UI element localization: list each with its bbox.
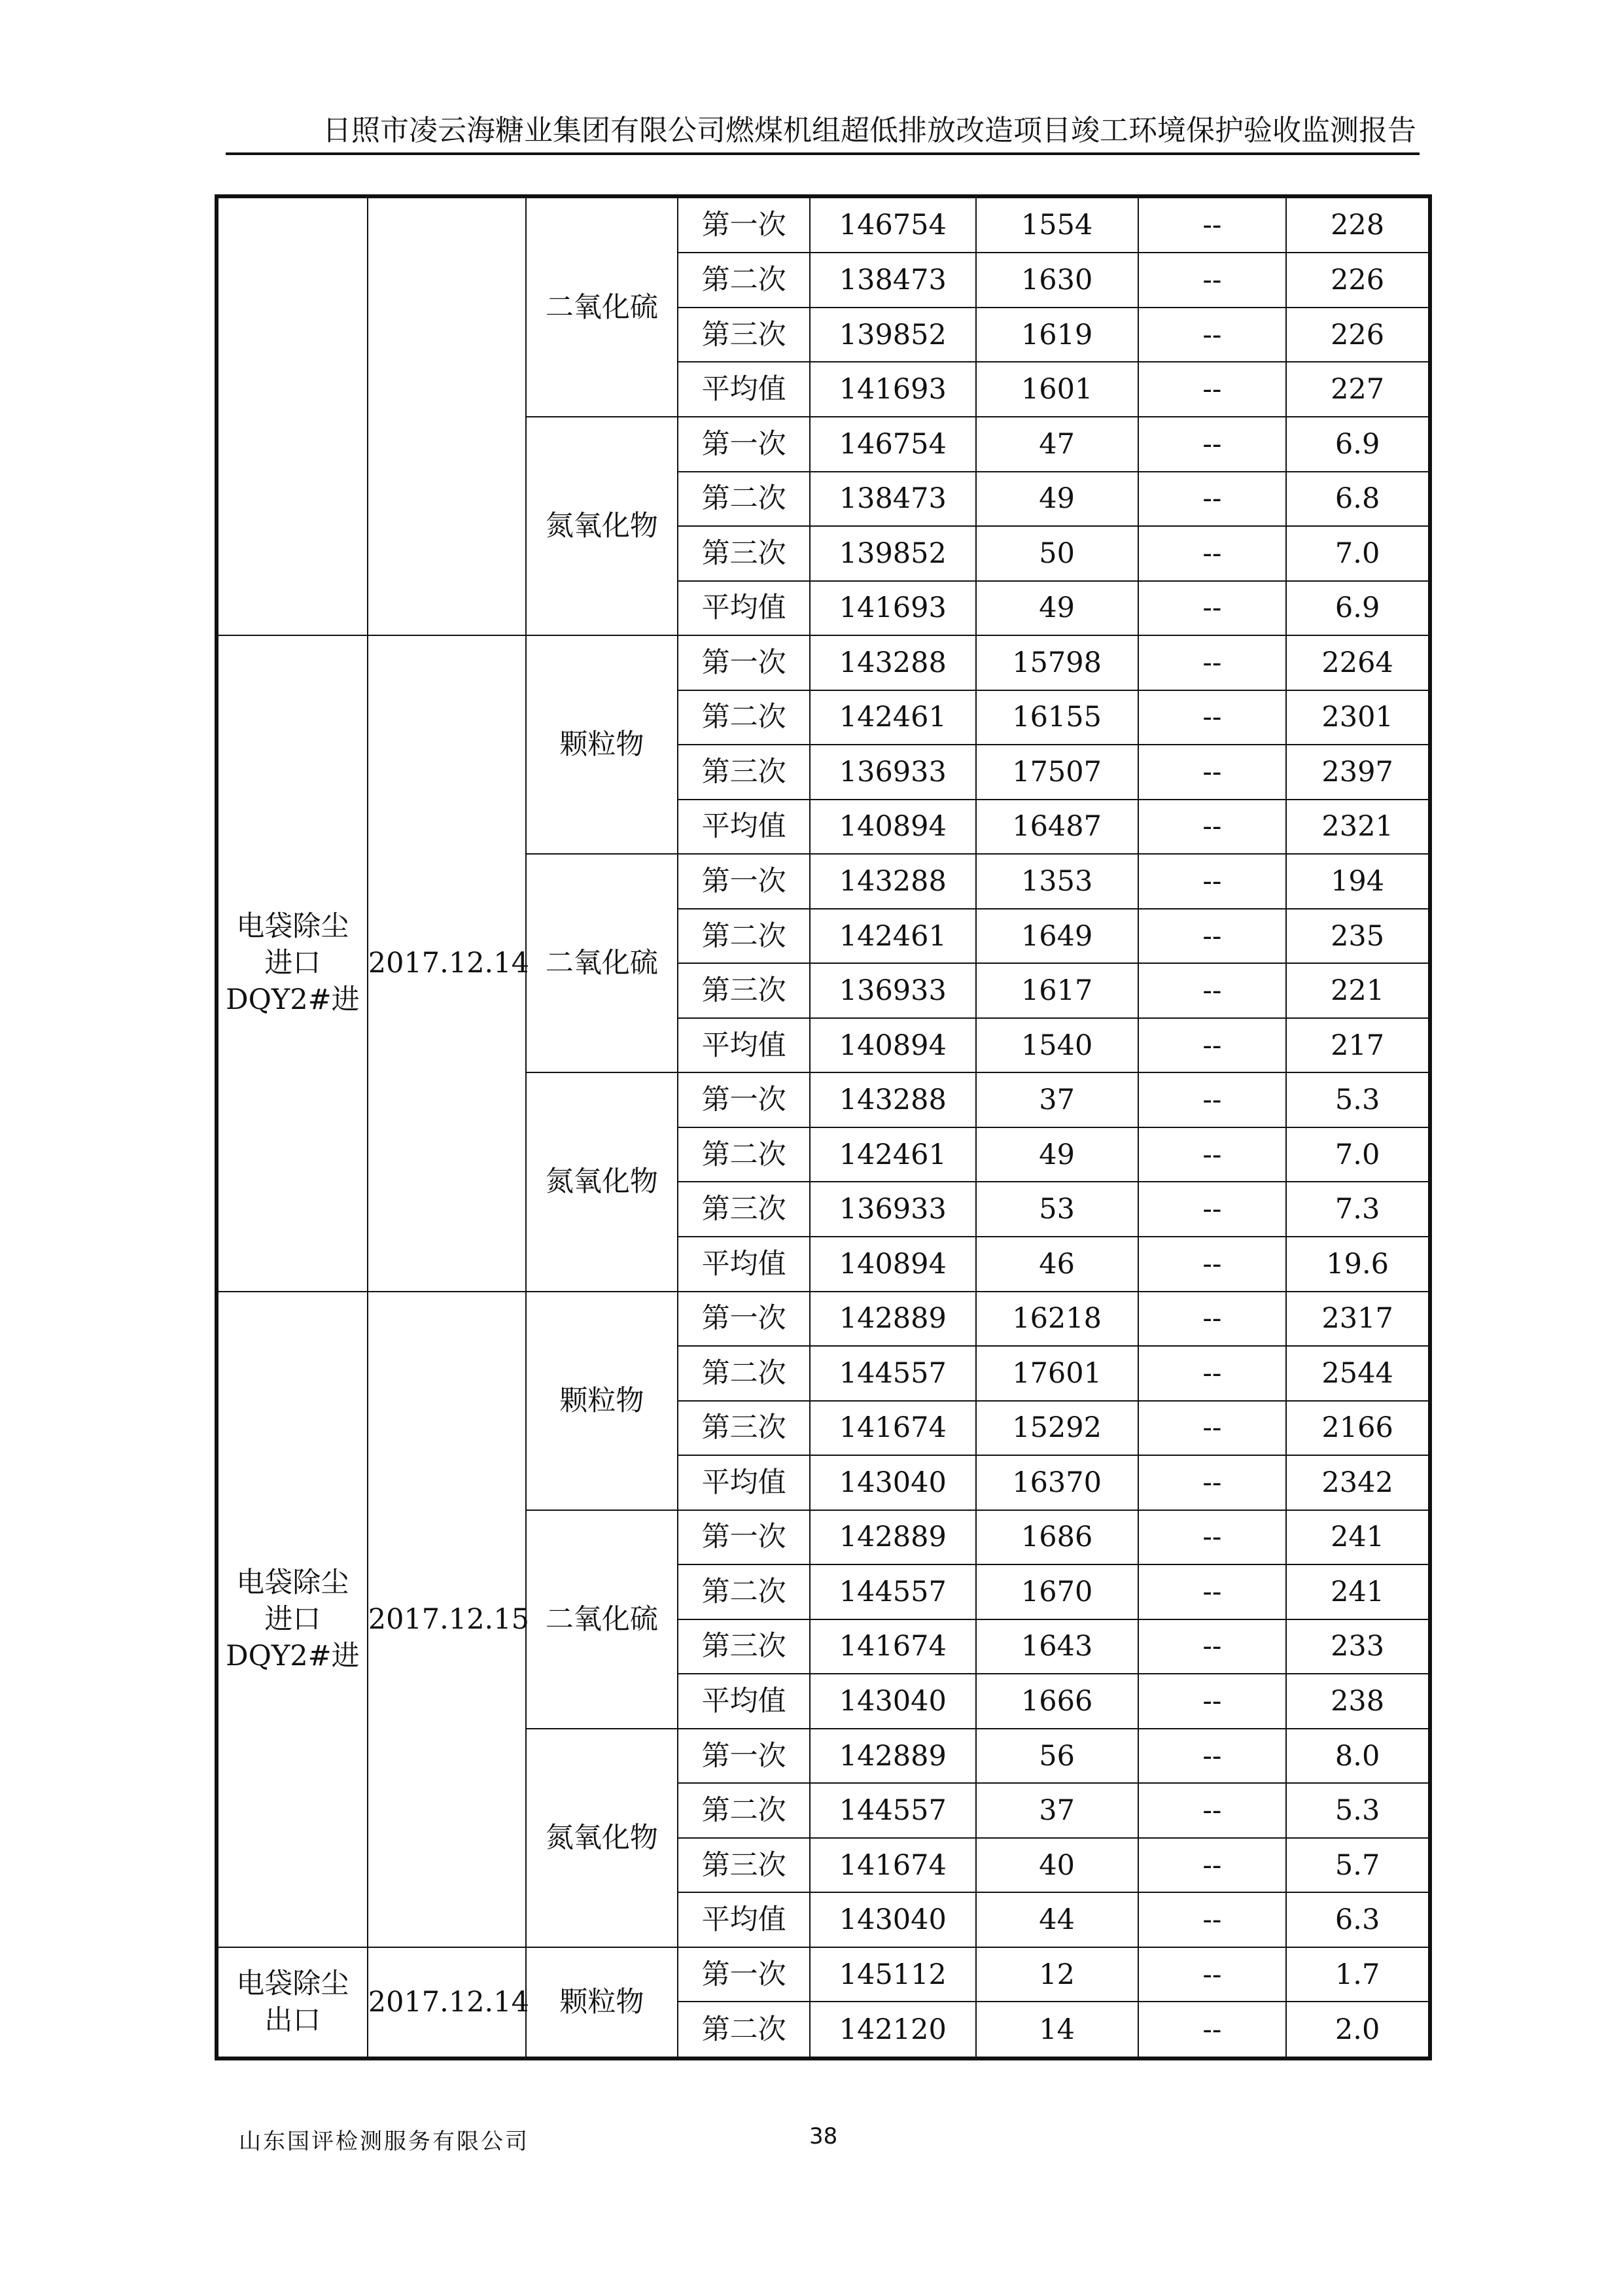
emission-rate-cell: 2166: [1286, 1401, 1430, 1456]
flow-rate-cell: 141674: [810, 1838, 976, 1893]
flow-rate-cell: 143040: [810, 1455, 976, 1510]
converted-concentration-cell: --: [1138, 581, 1287, 636]
sample-label-cell: 第三次: [678, 1619, 810, 1674]
concentration-cell: 1686: [976, 1510, 1138, 1565]
concentration-cell: 1643: [976, 1619, 1138, 1674]
flow-rate-cell: 141674: [810, 1401, 976, 1456]
converted-concentration-cell: --: [1138, 253, 1287, 308]
emission-rate-cell: 6.9: [1286, 581, 1430, 636]
emission-rate-cell: 6.8: [1286, 472, 1430, 527]
converted-concentration-cell: --: [1138, 1619, 1287, 1674]
pollutant-cell: 颗粒物: [526, 635, 678, 854]
concentration-cell: 1554: [976, 196, 1138, 253]
flow-rate-cell: 143288: [810, 1072, 976, 1127]
sample-label-cell: 第一次: [678, 1510, 810, 1565]
converted-concentration-cell: --: [1138, 800, 1287, 855]
concentration-cell: 49: [976, 472, 1138, 527]
converted-concentration-cell: --: [1138, 1401, 1287, 1456]
pollutant-cell: 氮氧化物: [526, 417, 678, 635]
sample-label-cell: 第三次: [678, 1182, 810, 1237]
sample-label-cell: 第三次: [678, 526, 810, 581]
sample-label-cell: 第二次: [678, 1564, 810, 1619]
sample-label-cell: 第二次: [678, 909, 810, 964]
flow-rate-cell: 140894: [810, 1237, 976, 1292]
converted-concentration-cell: --: [1138, 1292, 1287, 1347]
flow-rate-cell: 141693: [810, 362, 976, 417]
converted-concentration-cell: --: [1138, 1127, 1287, 1182]
emission-rate-cell: 5.3: [1286, 1072, 1430, 1127]
converted-concentration-cell: --: [1138, 362, 1287, 417]
emission-rate-cell: 238: [1286, 1674, 1430, 1729]
concentration-cell: 17507: [976, 745, 1138, 800]
emission-rate-cell: 233: [1286, 1619, 1430, 1674]
sample-label-cell: 第一次: [678, 1072, 810, 1127]
sample-label-cell: 平均值: [678, 800, 810, 855]
concentration-cell: 49: [976, 581, 1138, 636]
pollutant-cell: 颗粒物: [526, 1292, 678, 1510]
sample-label-cell: 第二次: [678, 1127, 810, 1182]
emission-rate-cell: 5.3: [1286, 1783, 1430, 1838]
emission-rate-cell: 6.3: [1286, 1892, 1430, 1947]
concentration-cell: 1617: [976, 963, 1138, 1018]
flow-rate-cell: 144557: [810, 1346, 976, 1401]
location-line: 电袋除尘: [236, 910, 349, 944]
concentration-cell: 15292: [976, 1401, 1138, 1456]
converted-concentration-cell: --: [1138, 854, 1287, 909]
emission-rate-cell: 2342: [1286, 1455, 1430, 1510]
flow-rate-cell: 144557: [810, 1564, 976, 1619]
pollutant-cell: 二氧化硫: [526, 854, 678, 1072]
emission-rate-cell: 1.7: [1286, 1947, 1430, 2002]
concentration-cell: 1619: [976, 308, 1138, 362]
flow-rate-cell: 138473: [810, 253, 976, 308]
flow-rate-cell: 143040: [810, 1892, 976, 1947]
concentration-cell: 1540: [976, 1018, 1138, 1073]
concentration-cell: 14: [976, 2002, 1138, 2058]
emission-rate-cell: 194: [1286, 854, 1430, 909]
emission-rate-cell: 221: [1286, 963, 1430, 1018]
page-number: 38: [809, 2123, 838, 2149]
emission-rate-cell: 241: [1286, 1510, 1430, 1565]
concentration-cell: 53: [976, 1182, 1138, 1237]
converted-concentration-cell: --: [1138, 1455, 1287, 1510]
sample-label-cell: 平均值: [678, 1674, 810, 1729]
concentration-cell: 1630: [976, 253, 1138, 308]
concentration-cell: 1649: [976, 909, 1138, 964]
concentration-cell: 16370: [976, 1455, 1138, 1510]
flow-rate-cell: 143288: [810, 635, 976, 690]
flow-rate-cell: 136933: [810, 745, 976, 800]
location-cell: [217, 196, 368, 635]
converted-concentration-cell: --: [1138, 1510, 1287, 1565]
converted-concentration-cell: --: [1138, 1729, 1287, 1784]
flow-rate-cell: 142461: [810, 690, 976, 745]
concentration-cell: 1666: [976, 1674, 1138, 1729]
flow-rate-cell: 142889: [810, 1292, 976, 1347]
emission-rate-cell: 7.0: [1286, 526, 1430, 581]
converted-concentration-cell: --: [1138, 1783, 1287, 1838]
converted-concentration-cell: --: [1138, 909, 1287, 964]
sample-label-cell: 第三次: [678, 745, 810, 800]
sample-label-cell: 平均值: [678, 581, 810, 636]
converted-concentration-cell: --: [1138, 1947, 1287, 2002]
flow-rate-cell: 142120: [810, 2002, 976, 2058]
sample-label-cell: 第一次: [678, 417, 810, 472]
location-cell: [217, 1947, 368, 2058]
converted-concentration-cell: --: [1138, 417, 1287, 472]
emission-rate-cell: 8.0: [1286, 1729, 1430, 1784]
emission-rate-cell: 7.0: [1286, 1127, 1430, 1182]
converted-concentration-cell: --: [1138, 1564, 1287, 1619]
pollutant-cell: 二氧化硫: [526, 1510, 678, 1729]
flow-rate-cell: 139852: [810, 526, 976, 581]
concentration-cell: 1353: [976, 854, 1138, 909]
sample-label-cell: 第二次: [678, 1346, 810, 1401]
converted-concentration-cell: --: [1138, 1838, 1287, 1893]
concentration-cell: 16218: [976, 1292, 1138, 1347]
converted-concentration-cell: --: [1138, 1182, 1287, 1237]
concentration-cell: 12: [976, 1947, 1138, 2002]
concentration-cell: 44: [976, 1892, 1138, 1947]
emission-rate-cell: 241: [1286, 1564, 1430, 1619]
emission-rate-cell: 2301: [1286, 690, 1430, 745]
emission-rate-cell: 19.6: [1286, 1237, 1430, 1292]
emission-rate-cell: 2544: [1286, 1346, 1430, 1401]
pollutant-cell: 氮氧化物: [526, 1072, 678, 1291]
table-row: [217, 1947, 1430, 2002]
location-line: 出口: [264, 2004, 321, 2037]
concentration-cell: 16155: [976, 690, 1138, 745]
concentration-cell: 40: [976, 1838, 1138, 1893]
flow-rate-cell: 142461: [810, 909, 976, 964]
sample-label-cell: 第二次: [678, 253, 810, 308]
flow-rate-cell: 136933: [810, 963, 976, 1018]
sample-label-cell: 平均值: [678, 362, 810, 417]
sample-label-cell: 第一次: [678, 196, 810, 253]
sample-label-cell: 平均值: [678, 1455, 810, 1510]
sample-label-cell: 第一次: [678, 854, 810, 909]
sample-label-cell: 平均值: [678, 1018, 810, 1073]
flow-rate-cell: 142461: [810, 1127, 976, 1182]
concentration-cell: 56: [976, 1729, 1138, 1784]
concentration-cell: 50: [976, 526, 1138, 581]
emission-rate-cell: 235: [1286, 909, 1430, 964]
location-line: 电袋除尘: [236, 1967, 349, 2000]
emission-rate-cell: 2317: [1286, 1292, 1430, 1347]
location-line: DQY2#进: [226, 1639, 360, 1672]
emission-rate-cell: 6.9: [1286, 417, 1430, 472]
date-cell: 2017.12.14: [368, 635, 526, 1291]
footer-company: 山东国评检测服务有限公司: [239, 2128, 529, 2155]
date-cell: [368, 196, 526, 635]
flow-rate-cell: 138473: [810, 472, 976, 527]
sample-label-cell: 第一次: [678, 1729, 810, 1784]
location-line: 进口: [264, 1602, 321, 1636]
date-cell: 2017.12.14: [368, 1947, 526, 2058]
converted-concentration-cell: --: [1138, 1892, 1287, 1947]
sample-label-cell: 平均值: [678, 1892, 810, 1947]
emission-rate-cell: 217: [1286, 1018, 1430, 1073]
converted-concentration-cell: --: [1138, 690, 1287, 745]
sample-label-cell: 第三次: [678, 1838, 810, 1893]
concentration-cell: 47: [976, 417, 1138, 472]
sample-label-cell: 第三次: [678, 963, 810, 1018]
pollutant-cell: 氮氧化物: [526, 1729, 678, 1947]
sample-label-cell: 第三次: [678, 308, 810, 362]
flow-rate-cell: 142889: [810, 1729, 976, 1784]
emission-rate-cell: 226: [1286, 253, 1430, 308]
sample-label-cell: 第二次: [678, 1783, 810, 1838]
converted-concentration-cell: --: [1138, 526, 1287, 581]
table-row: [217, 1292, 1430, 1347]
emission-rate-cell: 5.7: [1286, 1838, 1430, 1893]
converted-concentration-cell: --: [1138, 2002, 1287, 2058]
flow-rate-cell: 146754: [810, 417, 976, 472]
report-header-title: 日照市凌云海糖业集团有限公司燃煤机组超低排放改造项目竣工环境保护验收监测报告: [323, 114, 1416, 147]
converted-concentration-cell: --: [1138, 1674, 1287, 1729]
flow-rate-cell: 140894: [810, 800, 976, 855]
concentration-cell: 15798: [976, 635, 1138, 690]
flow-rate-cell: 139852: [810, 308, 976, 362]
flow-rate-cell: 136933: [810, 1182, 976, 1237]
emission-rate-cell: 227: [1286, 362, 1430, 417]
table-row: [217, 635, 1430, 690]
converted-concentration-cell: --: [1138, 745, 1287, 800]
flow-rate-cell: 143040: [810, 1674, 976, 1729]
concentration-cell: 17601: [976, 1346, 1138, 1401]
emission-rate-cell: 2321: [1286, 800, 1430, 855]
flow-rate-cell: 140894: [810, 1018, 976, 1073]
flow-rate-cell: 146754: [810, 196, 976, 253]
converted-concentration-cell: --: [1138, 635, 1287, 690]
flow-rate-cell: 142889: [810, 1510, 976, 1565]
flow-rate-cell: 143288: [810, 854, 976, 909]
sample-label-cell: 第一次: [678, 635, 810, 690]
emission-rate-cell: 2264: [1286, 635, 1430, 690]
location-line: 电袋除尘: [236, 1566, 349, 1599]
emission-rate-cell: 226: [1286, 308, 1430, 362]
flow-rate-cell: 145112: [810, 1947, 976, 2002]
pollutant-cell: 颗粒物: [526, 1947, 678, 2058]
converted-concentration-cell: --: [1138, 1237, 1287, 1292]
emission-rate-cell: 228: [1286, 196, 1430, 253]
pollutant-cell: 二氧化硫: [526, 196, 678, 417]
location-cell: [217, 1292, 368, 1947]
sample-label-cell: 第一次: [678, 1292, 810, 1347]
concentration-cell: 37: [976, 1072, 1138, 1127]
emission-rate-cell: 2.0: [1286, 2002, 1430, 2058]
sample-label-cell: 第二次: [678, 690, 810, 745]
sample-label-cell: 第三次: [678, 1401, 810, 1456]
location-line: DQY2#进: [226, 983, 360, 1017]
converted-concentration-cell: --: [1138, 472, 1287, 527]
concentration-cell: 1601: [976, 362, 1138, 417]
concentration-cell: 49: [976, 1127, 1138, 1182]
converted-concentration-cell: --: [1138, 1072, 1287, 1127]
emission-rate-cell: 7.3: [1286, 1182, 1430, 1237]
header-divider: [226, 152, 1420, 155]
converted-concentration-cell: --: [1138, 196, 1287, 253]
sample-label-cell: 第一次: [678, 1947, 810, 2002]
table-row: [217, 196, 1430, 253]
flow-rate-cell: 141674: [810, 1619, 976, 1674]
flow-rate-cell: 141693: [810, 581, 976, 636]
concentration-cell: 1670: [976, 1564, 1138, 1619]
converted-concentration-cell: --: [1138, 308, 1287, 362]
concentration-cell: 46: [976, 1237, 1138, 1292]
converted-concentration-cell: --: [1138, 1018, 1287, 1073]
sample-label-cell: 第二次: [678, 472, 810, 527]
sample-label-cell: 第二次: [678, 2002, 810, 2058]
monitoring-results-table: [215, 194, 1432, 2060]
location-line: 进口: [264, 947, 321, 980]
converted-concentration-cell: --: [1138, 1346, 1287, 1401]
concentration-cell: 16487: [976, 800, 1138, 855]
concentration-cell: 37: [976, 1783, 1138, 1838]
converted-concentration-cell: --: [1138, 963, 1287, 1018]
sample-label-cell: 平均值: [678, 1237, 810, 1292]
emission-rate-cell: 2397: [1286, 745, 1430, 800]
location-cell: [217, 635, 368, 1291]
flow-rate-cell: 144557: [810, 1783, 976, 1838]
date-cell: 2017.12.15: [368, 1292, 526, 1947]
